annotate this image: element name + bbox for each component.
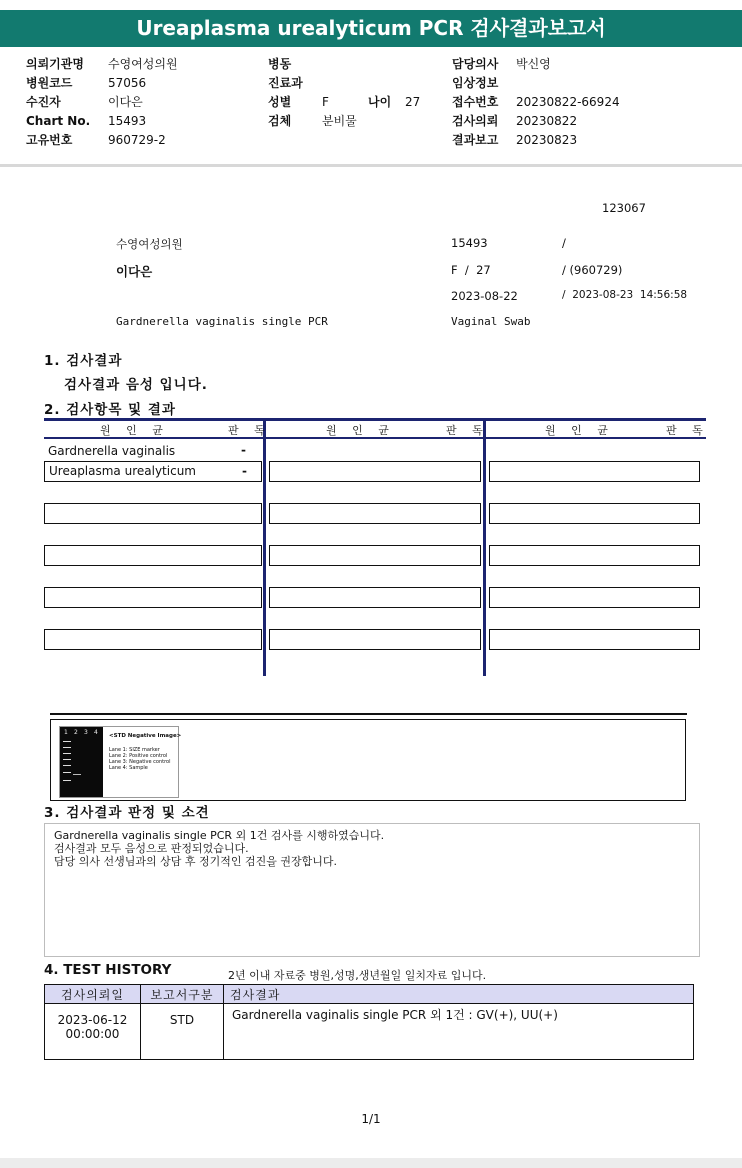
info-value: 960729-2 xyxy=(108,133,166,147)
history-row xyxy=(45,1004,694,1060)
doc-slash: / xyxy=(562,236,566,250)
doc-patient-name: 이다은 xyxy=(116,264,153,279)
grid-cell-empty xyxy=(44,629,262,650)
section-4-title: 4. TEST HISTORY xyxy=(44,962,172,978)
positive-band xyxy=(73,774,81,775)
grid-cell-ureaplasma xyxy=(44,461,262,482)
organism-name: Ureaplasma urealyticum xyxy=(49,464,196,478)
organism-result: - xyxy=(242,464,247,478)
gel-legend-line: Lane 3: Negative control xyxy=(109,759,171,765)
sex-label: 성별 xyxy=(268,95,292,109)
grid-header-result: 판 독 xyxy=(666,424,709,437)
grid-header-organism: 원 인 균 xyxy=(326,424,395,437)
specimen-value: 분비물 xyxy=(322,114,357,128)
gel-photo xyxy=(60,727,103,797)
info-label: 검사의뢰 xyxy=(452,114,499,128)
organism-name: Gardnerella vaginalis xyxy=(48,444,176,458)
history-type: STD xyxy=(141,1004,224,1060)
grid-header-result: 판 독 xyxy=(446,424,489,437)
section-3-title: 3. 검사결과 판정 및 소견 xyxy=(44,805,210,821)
info-column-1 xyxy=(26,55,256,155)
gel-top-line xyxy=(50,713,687,715)
gel-image xyxy=(59,726,182,798)
ladder-band xyxy=(63,759,71,760)
info-label: Chart No. xyxy=(26,114,91,128)
header-divider xyxy=(0,164,742,167)
info-label: 의뢰기관명 xyxy=(26,57,84,71)
history-header: 검사의뢰일 xyxy=(45,985,141,1004)
grid-header-organism: 원 인 균 xyxy=(100,424,169,437)
lane-number: 1 xyxy=(64,729,68,736)
grid-cell-empty xyxy=(269,503,481,524)
info-value: 20230822 xyxy=(516,114,578,128)
ladder-band xyxy=(63,753,71,754)
gel-legend-line: Lane 4: Sample xyxy=(109,765,148,771)
opinion-box xyxy=(44,823,700,957)
doc-test-name: Gardnerella vaginalis single PCR xyxy=(116,315,328,328)
lane-number: 4 xyxy=(94,729,98,736)
history-header: 검사결과 xyxy=(224,985,694,1004)
age-label: 나이 xyxy=(368,95,392,109)
doc-request-date: 2023-08-22 xyxy=(451,289,518,303)
specimen-label: 검체 xyxy=(268,114,292,128)
info-column-3 xyxy=(452,55,712,155)
info-value: 15493 xyxy=(108,114,147,128)
info-label: 결과보고 xyxy=(452,133,499,147)
info-label: 병원코드 xyxy=(26,76,73,90)
ladder-band xyxy=(63,765,71,766)
grid-cell-empty xyxy=(44,503,262,524)
section-1-title: 1. 검사결과 xyxy=(44,353,123,369)
grid-cell-empty xyxy=(489,545,700,566)
info-label: 수진자 xyxy=(26,95,61,109)
gel-legend-line: Lane 1: SIZE marker xyxy=(109,747,160,753)
history-header-row xyxy=(45,985,694,1004)
info-value: 20230822-66924 xyxy=(516,95,620,109)
lane-number: 2 xyxy=(74,729,78,736)
history-table xyxy=(44,984,694,1060)
ladder-band xyxy=(63,780,71,781)
info-value: 20230823 xyxy=(516,133,578,147)
doc-specimen: Vaginal Swab xyxy=(451,315,531,328)
doc-birth: / (960729) xyxy=(562,263,623,277)
info-value: 57056 xyxy=(108,76,147,90)
lane-number: 3 xyxy=(84,729,88,736)
age-value: 27 xyxy=(405,95,421,109)
page-bottom-band xyxy=(0,1158,742,1168)
section-1-result: 검사결과 음성 입니다. xyxy=(64,377,208,393)
opinion-line: 검사결과 모두 음성으로 판정되었습니다. xyxy=(54,842,249,855)
sex-value: F xyxy=(322,95,329,109)
info-label: 고유번호 xyxy=(26,133,73,147)
grid-header-organism: 원 인 균 xyxy=(545,424,614,437)
organism-result: - xyxy=(241,443,246,457)
grid-cell-empty xyxy=(269,461,481,482)
grid-cell-empty xyxy=(489,461,700,482)
grid-cell-empty xyxy=(489,629,700,650)
grid-cell-empty xyxy=(489,503,700,524)
ladder-band xyxy=(63,772,71,773)
info-value: 박신영 xyxy=(516,57,551,71)
page-number: 1/1 xyxy=(361,1112,381,1126)
grid-cell-empty xyxy=(44,545,262,566)
grid-top-line xyxy=(44,418,706,421)
doc-report-datetime: / 2023-08-23 14:56:58 xyxy=(562,289,688,301)
grid-row-result xyxy=(241,443,246,457)
history-date-time: 00:00:00 xyxy=(65,1027,120,1041)
grid-cell-empty xyxy=(269,587,481,608)
opinion-line: 담당 의사 선생님과의 상담 후 정기적인 검진을 권장합니다. xyxy=(54,855,337,868)
info-column-2 xyxy=(268,55,438,155)
document-number: 123067 xyxy=(602,201,646,215)
doc-sex-age: F / 27 xyxy=(451,263,491,277)
info-label: 임상정보 xyxy=(452,76,499,90)
info-value: 이다은 xyxy=(108,95,143,109)
grid-header-result: 판 독 xyxy=(228,424,271,437)
history-date-day: 2023-06-12 xyxy=(57,1013,128,1027)
info-value: 수영여성의원 xyxy=(108,57,178,71)
grid-cell-empty xyxy=(489,587,700,608)
ward-label: 병동 xyxy=(268,57,292,71)
history-header: 보고서구분 xyxy=(141,985,224,1004)
grid-divider-1 xyxy=(263,418,266,676)
grid-row-gardnerella xyxy=(48,444,175,458)
info-label: 접수번호 xyxy=(452,95,499,109)
grid-cell-empty xyxy=(44,587,262,608)
section-2-title: 2. 검사항목 및 결과 xyxy=(44,402,176,418)
doc-chart-no: 15493 xyxy=(451,236,488,250)
gel-image-box xyxy=(50,719,686,801)
info-label: 담당의사 xyxy=(452,57,499,71)
ladder-band xyxy=(63,741,71,742)
report-title: Ureaplasma urealyticum PCR 검사결과보고서 xyxy=(0,10,742,47)
grid-divider-2 xyxy=(483,418,486,676)
grid-cell-empty xyxy=(269,629,481,650)
grid-cell-empty xyxy=(269,545,481,566)
history-result: Gardnerella vaginalis single PCR 외 1건 : GV(+), UU(+) xyxy=(224,1004,694,1060)
gel-title: <STD Negative Image> xyxy=(109,733,182,739)
ladder-band xyxy=(63,747,71,748)
history-date xyxy=(45,1004,141,1060)
opinion-line: Gardnerella vaginalis single PCR 외 1건 검사를 시행하였습니다. xyxy=(54,829,385,842)
dept-label: 진료과 xyxy=(268,76,303,90)
doc-hospital: 수영여성의원 xyxy=(116,237,183,251)
history-note: 2년 이내 자료중 병원,성명,생년월일 일치자료 입니다. xyxy=(228,969,487,982)
gel-legend-line: Lane 2: Positive control xyxy=(109,753,168,759)
